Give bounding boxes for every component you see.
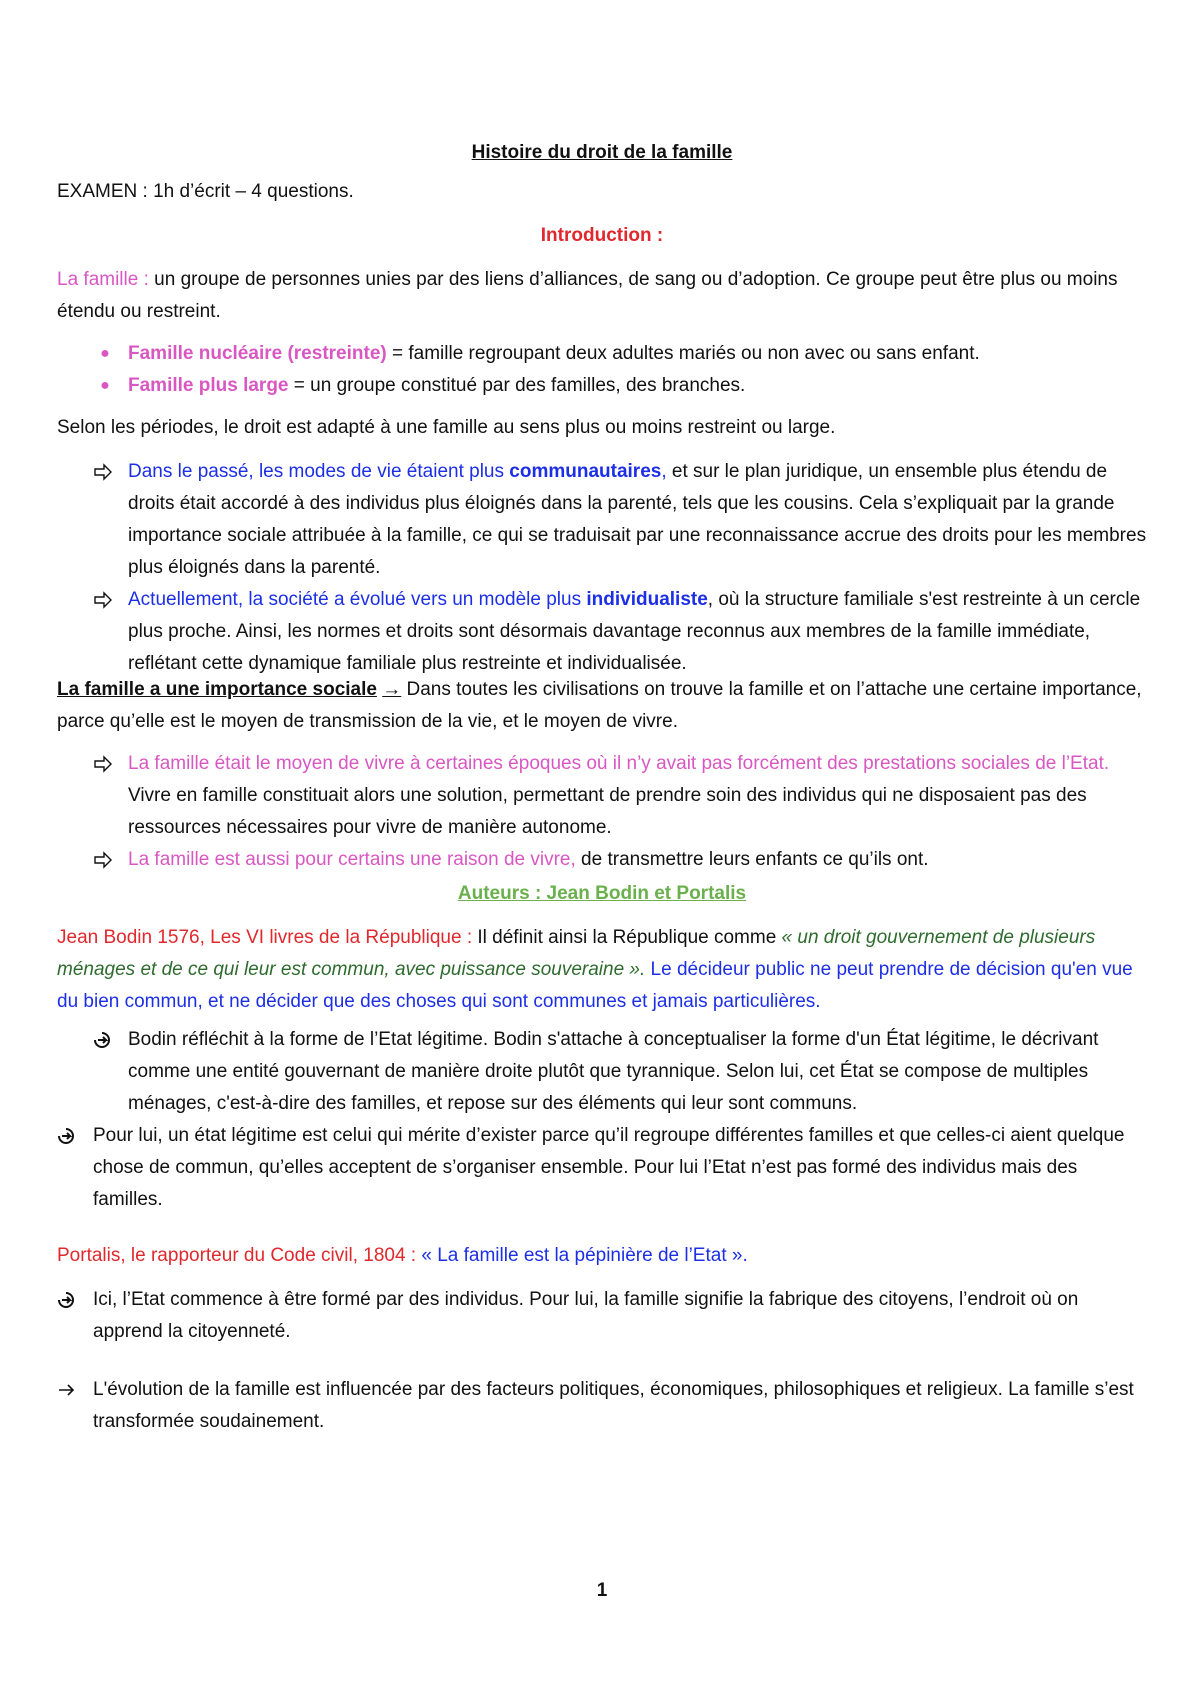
bullet-icon: ● xyxy=(100,377,110,394)
periods-intro: Selon les périodes, le droit est adapté à une famille au sens plus ou moins restreint ou large. xyxy=(57,417,836,438)
types-list xyxy=(57,338,1147,402)
arrow-right-icon xyxy=(57,1374,81,1406)
page-title: Histoire du droit de la famille xyxy=(471,142,733,163)
list-item xyxy=(57,370,1147,402)
importance-paragraph: La famille a une importance sociale → Dans toutes les civilisations on trouve la famille et on l’attache une certaine importance, parce qu’elle est le moyen de transmission de la vie, et le moyen de vivre. xyxy=(57,679,1142,732)
list-item xyxy=(57,338,1147,370)
list-item: Pour lui, un état légitime est celui qui mérite d’exister parce qu’il regroupe différentes familles et que celles-ci aient quelque chose de commun, qu’elles acceptent de s’organiser ensemble. Pour lui l’Etat n’est pas formé des individus mais des familles. xyxy=(57,1120,1147,1216)
type-text: = un groupe constitué par des familles, des branches. xyxy=(288,375,746,396)
curved-arrow-icon xyxy=(57,1284,81,1316)
importance-label: La famille a une importance sociale xyxy=(57,679,377,700)
outline-arrow-icon xyxy=(93,748,117,780)
page-number: 1 xyxy=(596,1580,608,1601)
portalis-quote: « La famille est la pépinière de l’Etat ». xyxy=(416,1245,748,1266)
bodin-label: Jean Bodin 1576, Les VI livres de la République : xyxy=(57,927,473,948)
list-item: La famille est aussi pour certains une raison de vivre, de transmettre leurs enfants ce qu’ils ont. xyxy=(57,844,1147,876)
type-label: Famille nucléaire (restreinte) xyxy=(128,343,387,364)
list-item: Actuellement, la société a évolué vers un modèle plus individualiste, où la structure familiale s'est restreinte à un cercle plus proche. Ainsi, les normes et droits sont désormais davantage reconnus aux membres de la famille immédiate, reflétant cette dynamique familiale plus restreinte et individualisée. xyxy=(57,584,1147,680)
type-text: = famille regroupant deux adultes mariés ou non avec ou sans enfant. xyxy=(386,343,980,364)
type-label: Famille plus large xyxy=(128,375,289,396)
bodin-list xyxy=(57,1024,1147,1216)
famille-text: un groupe de personnes unies par des liens d’alliances, de sang ou d’adoption. Ce groupe peut être plus ou moins étendu ou restreint. xyxy=(57,269,1118,322)
list-item: Ici, l’Etat commence à être formé par des individus. Pour lui, la famille signifie la fabrique des citoyens, l’endroit où on apprend la citoyenneté. xyxy=(57,1284,1147,1348)
portalis-list xyxy=(57,1284,1147,1348)
arrow-icon: → xyxy=(382,679,402,700)
list-item: Bodin réfléchit à la forme de l’Etat légitime. Bodin s'attache à conceptualiser la forme d'un État légitime, le décrivant comme une entité gouvernant de manière droite plutôt que tyrannique. Selon lui, cet État se compose de multiples ménages, c'est-à-dire des familles, et repose sur des éléments qui leur sont communs. xyxy=(57,1024,1147,1120)
periods-list xyxy=(57,456,1147,680)
importance-list xyxy=(57,748,1147,876)
famille-label: La famille : xyxy=(57,269,149,290)
exam-info: EXAMEN : 1h d’écrit – 4 questions. xyxy=(57,181,354,202)
list-item: L'évolution de la famille est influencée par des facteurs politiques, économiques, philosophiques et religieux. La famille s’est transformée soudainement. xyxy=(57,1374,1147,1438)
portalis-label: Portalis, le rapporteur du Code civil, 1804 : xyxy=(57,1245,417,1266)
outline-arrow-icon xyxy=(93,456,117,488)
outline-arrow-icon xyxy=(93,844,117,876)
authors-heading: Auteurs : Jean Bodin et Portalis xyxy=(457,883,747,904)
list-item: Dans le passé, les modes de vie étaient plus communautaires, et sur le plan juridique, un ensemble plus étendu de droits était accordé à des individus plus éloignés dans la parenté, tels que les cousins. Cela s’expliquait par la grande importance sociale attribuée à la famille, ce qui se traduisait par une reconnaissance accrue des droits pour les membres plus éloignés dans la parenté. xyxy=(57,456,1147,584)
bodin-paragraph: Jean Bodin 1576, Les VI livres de la République : Il définit ainsi la République comme « un droit gouvernement de plusieurs ménages et de ce qui leur est commun, avec puissance souveraine ». Le décideur public ne peut prendre de décision qu'en vue du bien commun, et ne décider que des choses qui sont communes et jamais particulières. xyxy=(57,927,1133,1012)
famille-definition xyxy=(57,264,1147,328)
intro-heading: Introduction : xyxy=(540,225,664,246)
bodin-quote: « un droit gouvernement de plusieurs ménages et de ce qui leur est commun, avec puissance souveraine ». xyxy=(57,927,1096,980)
curved-arrow-icon xyxy=(57,1120,81,1152)
bullet-icon: ● xyxy=(100,345,110,362)
list-item: La famille était le moyen de vivre à certaines époques où il n’y avait pas forcément des prestations sociales de l’Etat. Vivre en famille constituait alors une solution, permettant de prendre soin des individus qui ne disposaient pas des ressources nécessaires pour vivre de manière autonome. xyxy=(57,748,1147,844)
curved-arrow-icon xyxy=(93,1024,117,1056)
portalis-paragraph xyxy=(57,1240,1147,1272)
conclusion xyxy=(57,1374,1147,1438)
outline-arrow-icon xyxy=(93,584,117,616)
